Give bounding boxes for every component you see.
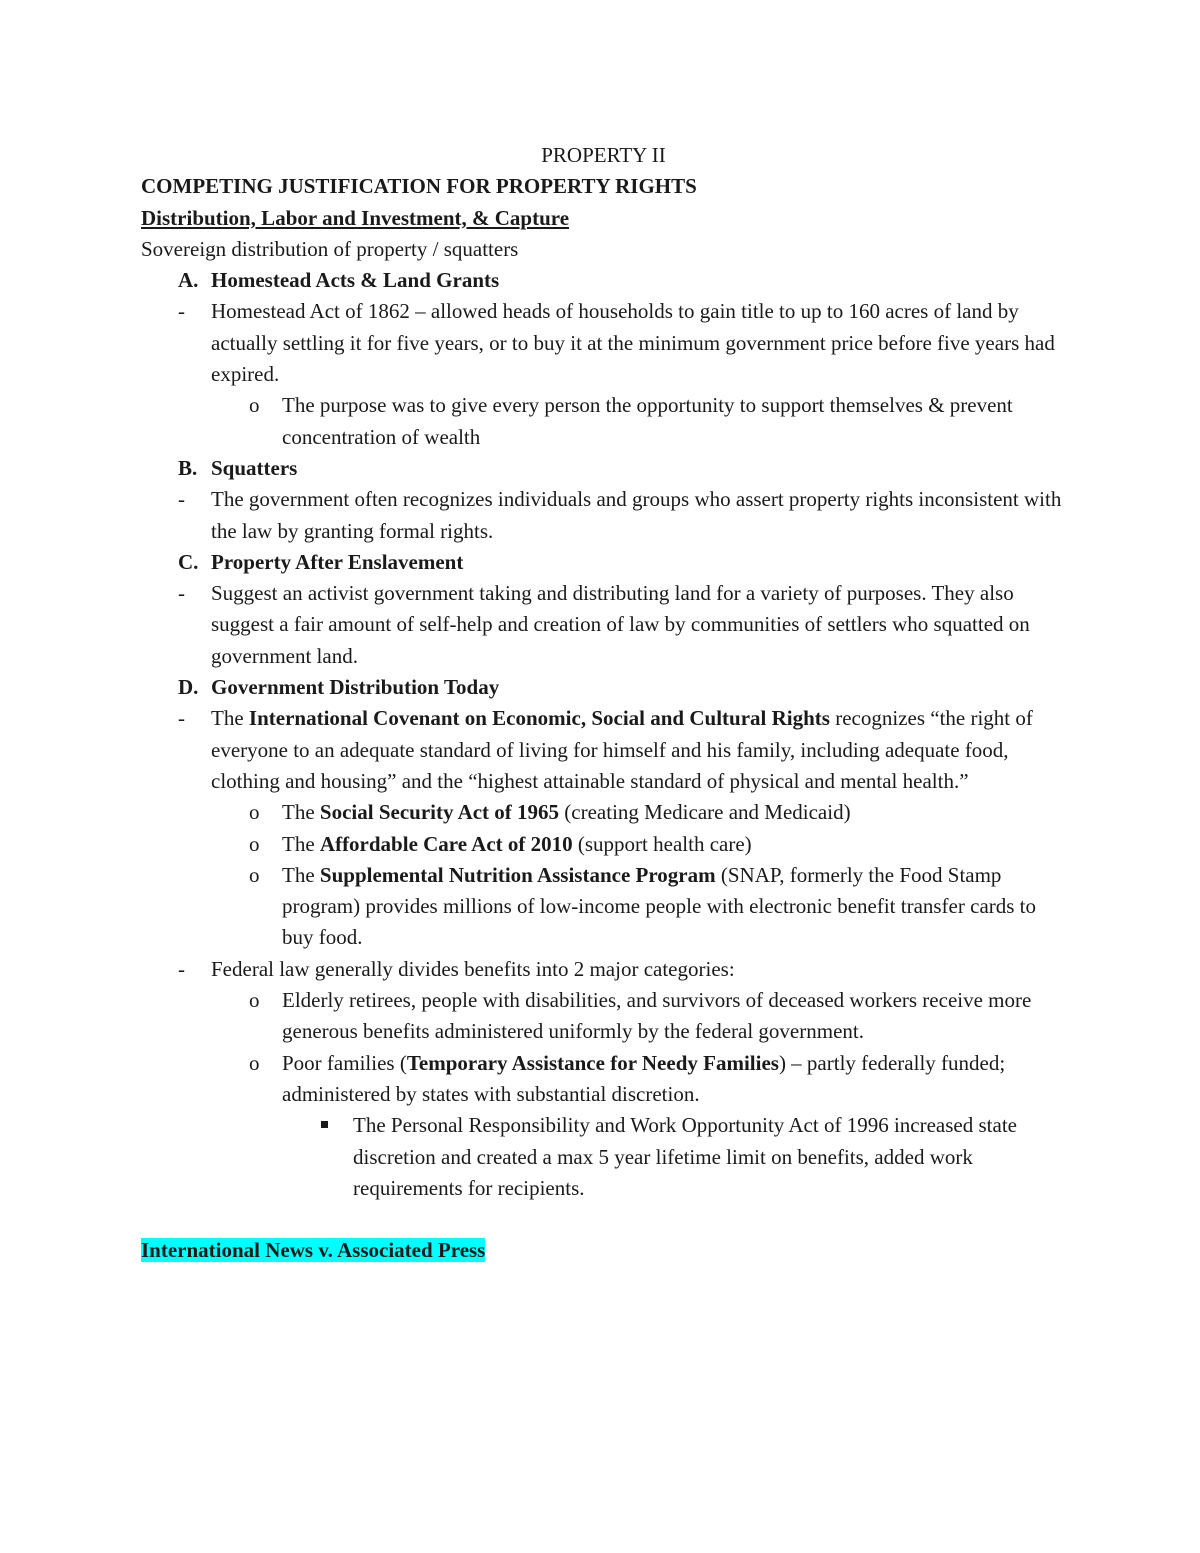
ssa-pre: The xyxy=(282,800,320,825)
square-bullet-icon xyxy=(321,1121,328,1128)
case-heading-line xyxy=(141,1235,1066,1266)
item-b-heading xyxy=(141,453,1066,484)
section-heading: Distribution, Labor and Investment, & Capture xyxy=(141,205,570,230)
item-b-heading-text: Squatters xyxy=(211,455,298,480)
elderly-text: Elderly retirees, people with disabilities, and survivors of deceased workers receive more generous benefits administered uniformly by the federal government. xyxy=(282,988,1032,1044)
item-c-bullet xyxy=(141,578,1066,672)
item-c-bullet-text: Suggest an activist government taking and distributing land for a variety of purposes. They also suggest a fair amount of self-help and creation of law by communities of settlers who squatted on government land. xyxy=(211,581,1030,668)
ssa-post: (creating Medicare and Medicaid) xyxy=(559,800,851,825)
aca-name: Affordable Care Act of 2010 xyxy=(319,831,573,856)
document-subtitle: COMPETING JUSTIFICATION FOR PROPERTY RIGHTS xyxy=(141,174,697,199)
item-d-subsubbullet-prwora xyxy=(141,1110,1066,1204)
item-c-heading xyxy=(141,547,1066,578)
snap-name: Supplemental Nutrition Assistance Program xyxy=(319,862,716,887)
case-heading: International News v. Associated Press xyxy=(141,1238,486,1263)
item-a-bullet-text: Homestead Act of 1862 – allowed heads of households to gain title to up to 160 acres of land by actually settling it for five years, or to buy it at the minimum government price before five years had expired. xyxy=(211,299,1055,387)
aca-post: (support health care) xyxy=(572,831,752,856)
item-d-subbullet-ssa xyxy=(141,797,1066,828)
snap-post: (SNAP, formerly the Food Stamp program) provides millions of low-income people with electronic benefit transfer cards to buy food. xyxy=(282,862,1037,950)
item-b-bullet-text: The government often recognizes individuals and groups who assert property rights inconsistent with the law by granting formal rights. xyxy=(211,487,1062,543)
tanf-name: Temporary Assistance for Needy Families xyxy=(406,1050,779,1075)
item-d-marker: D. xyxy=(178,675,199,700)
circle-marker: o xyxy=(249,393,260,418)
item-d-heading-text: Government Distribution Today xyxy=(211,675,500,700)
item-d-subbullet-elderly xyxy=(141,985,1066,1048)
item-d-bullet-federal-law xyxy=(141,954,1066,985)
covenant-post: recognizes “the right of everyone to an adequate standard of living for himself and his family, including adequate food, clothing and housing” and the “highest attainable standard of physical and mental health.” xyxy=(211,706,1033,793)
item-d-bullet-covenant xyxy=(141,703,1066,797)
federal-law-text: Federal law generally divides benefits into 2 major categories: xyxy=(211,956,735,981)
covenant-name: International Covenant on Economic, Social and Cultural Rights xyxy=(248,706,830,731)
circle-marker: o xyxy=(249,988,260,1013)
item-a-marker: A. xyxy=(178,268,199,293)
item-a-heading-text: Homestead Acts & Land Grants xyxy=(211,268,500,293)
item-d-subbullet-aca xyxy=(141,829,1066,860)
circle-marker: o xyxy=(249,800,260,825)
document-title: PROPERTY II xyxy=(541,143,666,167)
dash-marker: - xyxy=(178,956,185,981)
tanf-pre: Poor families ( xyxy=(282,1050,407,1075)
item-c-marker: C. xyxy=(178,549,199,574)
item-b-marker: B. xyxy=(178,455,198,480)
circle-marker: o xyxy=(249,831,260,856)
item-a-bullet xyxy=(141,296,1066,390)
circle-marker: o xyxy=(249,1050,260,1075)
item-d-heading xyxy=(141,672,1066,703)
dash-marker: - xyxy=(178,487,185,512)
blank-line xyxy=(141,1204,1066,1235)
item-d-subbullet-snap xyxy=(141,860,1066,954)
item-a-heading xyxy=(141,265,1066,296)
document-page xyxy=(141,140,1066,1266)
dash-marker: - xyxy=(178,581,185,606)
ssa-name: Social Security Act of 1965 xyxy=(319,800,560,825)
item-d-subbullet-tanf xyxy=(141,1048,1066,1111)
covenant-pre: The xyxy=(211,706,249,731)
prwora-text: The Personal Responsibility and Work Opportunity Act of 1996 increased state discretion and created a max 5 year lifetime limit on benefits, added work requirements for recipients. xyxy=(353,1113,1017,1200)
intro-text: Sovereign distribution of property / squatters xyxy=(141,236,519,261)
aca-pre: The xyxy=(282,831,320,856)
item-a-subbullet-text: The purpose was to give every person the opportunity to support themselves & prevent concentration of wealth xyxy=(282,393,1013,449)
circle-marker: o xyxy=(249,862,260,887)
dash-marker: - xyxy=(178,299,185,324)
tanf-post: ) – partly federally funded; administered by states with substantial discretion. xyxy=(282,1050,1006,1106)
snap-pre: The xyxy=(282,862,320,887)
item-a-subbullet xyxy=(141,390,1066,453)
dash-marker: - xyxy=(178,706,185,731)
item-c-heading-text: Property After Enslavement xyxy=(211,549,464,574)
item-b-bullet xyxy=(141,484,1066,547)
